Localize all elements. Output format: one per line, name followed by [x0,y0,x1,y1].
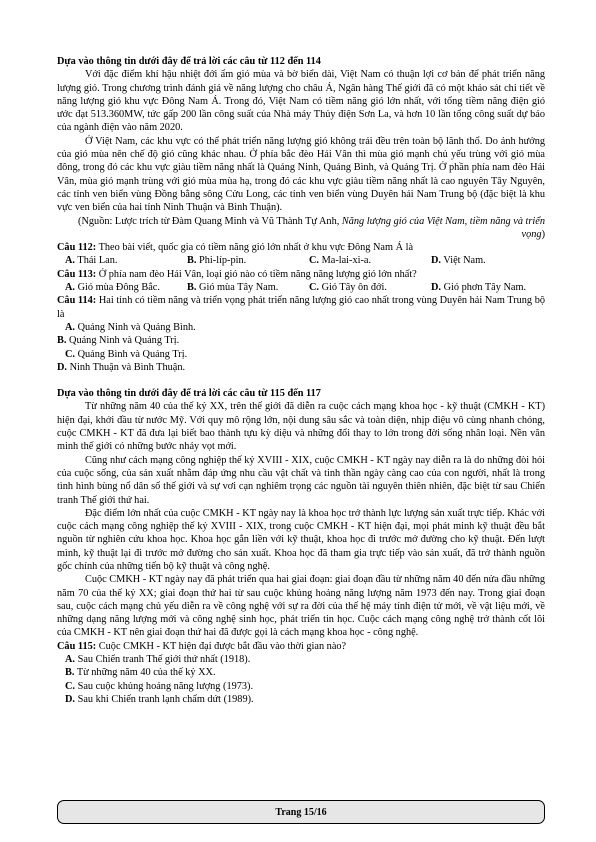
passage-paragraph: Với đặc điểm khí hậu nhiệt đới ẩm gió mùa và bờ biển dài, Việt Nam có thuận lợi cơ bản để phát triển năng lượng gió. Trong chương trình đánh giá về năng lượng cho châu Á, Ngân hàng Thế giới đã có một khảo sát chi tiết về năng lượng gió khu vực Đông Nam Á. Trong đó, Việt Nam có tiềm năng gió lớn nhất, với tổng tiềm năng điện gió ước đạt 513.360MW, tức gấp 200 lần công suất của Nhà máy Thủy điện Sơn La, và hơn 10 lần tổng công suất dự báo của ngành điện vào năm 2020. [57,69,545,134]
option-c[interactable]: C. Ma-lai-xi-a. [309,255,372,267]
option-c[interactable]: C. Sau cuộc khủng hoảng năng lượng (1973). [65,680,254,692]
passage-paragraph: Đặc điểm lớn nhất của cuộc CMKH - KT ngày nay là khoa học trở thành lực lượng sản xuất trực tiếp. Khác với cuộc cách mạng công nghiệp thế kỷ XVIII - XIX, trong cuộc CMKH - KT hiện đại, mọi phát minh kỹ thuật đều bắt nguồn từ nghiên cứu khoa học. Khoa học gắn liền với kỹ thuật, khoa học đi trước mở đường cho kỹ thuật. Đến lượt mình, kỹ thuật lại đi trước mở đường cho sản xuất. Khoa học đã tham gia trực tiếp vào sản xuất, đã trở thành nguồn gốc chính của những tiến bộ kỹ thuật và công nghệ. [57,507,545,572]
question-label: Câu 115: [57,640,97,652]
option-d[interactable]: D. Ninh Thuận và Bình Thuận. [57,361,186,373]
option-d[interactable]: D. Sau khi Chiến tranh lạnh chấm dứt (1989). [65,693,254,705]
option-a[interactable]: A. Quảng Ninh và Quảng Bình. [65,321,196,333]
question-114: Câu 114: Hai tỉnh có tiềm năng và triển vọng phát triển năng lượng gió cao nhất trong vùng Duyên hải Nam Trung bộ là [57,295,545,320]
passage-paragraph: Cũng như cách mạng công nghiệp thế kỷ XVIII - XIX, cuộc CMKH - KT ngày nay diễn ra là do những đòi hỏi của cuộc sống, của sản xuất nhằm đáp ứng nhu cầu vật chất và tinh thần ngày càng cao của con người, nhất là trong tình hình bùng nổ dân số thế giới và sự vơi cạn nghiêm trọng các nguồn tài nguyên thiên nhiên, đặc biệt từ sau Chiến tranh Thế giới thứ hai. [57,454,545,506]
question-label: Câu 113: [57,268,97,280]
passage-paragraph: Ở Việt Nam, các khu vực có thể phát triển năng lượng gió không trải đều trên toàn bộ lãnh thổ. Do ảnh hưởng của gió mùa nên chế độ gió cũng khác nhau. Ở phía bắc đèo Hải Vân thì mùa gió mạnh chủ yếu trùng với gió mùa đông, trong đó các khu vực giàu tiềm năng nhất là Quảng Ninh, Quảng Bình, và Quảng Trị. Ở phần phía nam đèo Hải Vân, mùa gió mạnh trùng với gió mùa mùa hạ, trong đó các khu vực giàu tiềm năng nhất là cao nguyên Tây Nguyên, các tỉnh ven biển vùng Đồng bằng sông Cửu Long, các tỉnh ven biển vùng Duyên hải Nam Trung bộ (đặc biệt là khu vực ven biển của hai tỉnh Ninh Thuận và Bình Thuận). [57,135,545,214]
question-115: Câu 115: Cuộc CMKH - KT hiện đại được bắt đầu vào thời gian nào? [57,640,347,652]
option-a[interactable]: A. Sau Chiến tranh Thế giới thứ nhất (1918). [65,654,251,666]
option-a[interactable]: A. Thái Lan. [65,255,118,267]
option-d[interactable]: D. Việt Nam. [431,255,486,267]
option-b[interactable]: B. Quảng Ninh và Quảng Trị. [57,335,180,347]
option-b[interactable]: B. Từ những năm 40 của thế kỷ XX. [65,667,216,679]
question-112: Câu 112: Theo bài viết, quốc gia có tiềm năng gió lớn nhất ở khu vực Đông Nam Á là [57,242,414,254]
question-label: Câu 112: [57,242,97,254]
passage-paragraph: Cuộc CMKH - KT ngày nay đã phát triển qua hai giai đoạn: giai đoạn đầu từ những năm 40 đến nửa đầu những năm 70 của thế kỷ XX; giai đoạn thứ hai từ sau cuộc khủng hoảng năng lượng năm 1973 đến nay. Trong giai đoạn sau, cuộc cách mạng chủ yếu diễn ra về công nghệ với sự ra đời của thế hệ máy tính điện tử mới, về vật liệu mới, về những dạng năng lượng mới và công nghệ sinh học, phát triển tin học. Cuộc cách mạng công nghệ trở thành cốt lõi của CMKH - KT nên giai đoạn thứ hai đã được gọi là cách mạng khoa học - công nghệ. [57,574,545,639]
source-title: Năng lượng gió của Việt Nam, tiềm năng và triển vọng [341,215,545,240]
options-113 [57,281,545,294]
section-heading-112-114: Dựa vào thông tin dưới đây để trả lời các câu từ 112 đến 114 [57,56,321,67]
options-115 [57,653,545,706]
document-page [57,55,545,706]
option-c[interactable]: C. Gió Tây ôn đới. [309,282,387,294]
options-114 [57,321,545,374]
passage-paragraph: Từ những năm 40 của thế kỷ XX, trên thế giới đã diễn ra cuộc cách mạng khoa học - kỹ thuật (CMKH - KT) hiện đại, khởi đầu từ nước Mỹ. Với quy mô rộng lớn, nội dung sâu sắc và toàn diện, nhịp điệu vô cùng nhanh chóng, cuộc CMKH - KT đã đưa lại biết bao thành tựu kỳ diệu và những đổi thay to lớn trong đời sống nhân loại. Nền văn minh thế giới có những bước nhảy vọt mới. [57,401,545,453]
question-label: Câu 114: [57,295,97,307]
spacer [57,374,545,387]
question-113: Câu 113: Ở phía nam đèo Hải Vân, loại gió nào có tiềm năng năng lượng gió lớn nhất? [57,268,417,280]
options-112 [57,254,545,267]
option-d[interactable]: D. Gió phơn Tây Nam. [431,282,527,294]
section-heading-115-117: Dựa vào thông tin dưới đây để trả lời các câu từ 115 đến 117 [57,388,321,400]
option-b[interactable]: B. Gió mùa Tây Nam. [187,282,279,294]
page-number: Trang 15/16 [275,806,327,818]
source-citation: (Nguồn: Lược trích từ Đàm Quang Minh và Vũ Thành Tự Anh, Năng lượng gió của Việt Nam, tiềm năng và triển vọng) [78,215,545,240]
option-c[interactable]: C. Quảng Bình và Quảng Trị. [65,348,188,360]
page-footer [57,800,545,824]
option-b[interactable]: B. Phi-líp-pin. [187,255,247,267]
option-a[interactable]: A. Gió mùa Đông Bắc. [65,282,160,294]
